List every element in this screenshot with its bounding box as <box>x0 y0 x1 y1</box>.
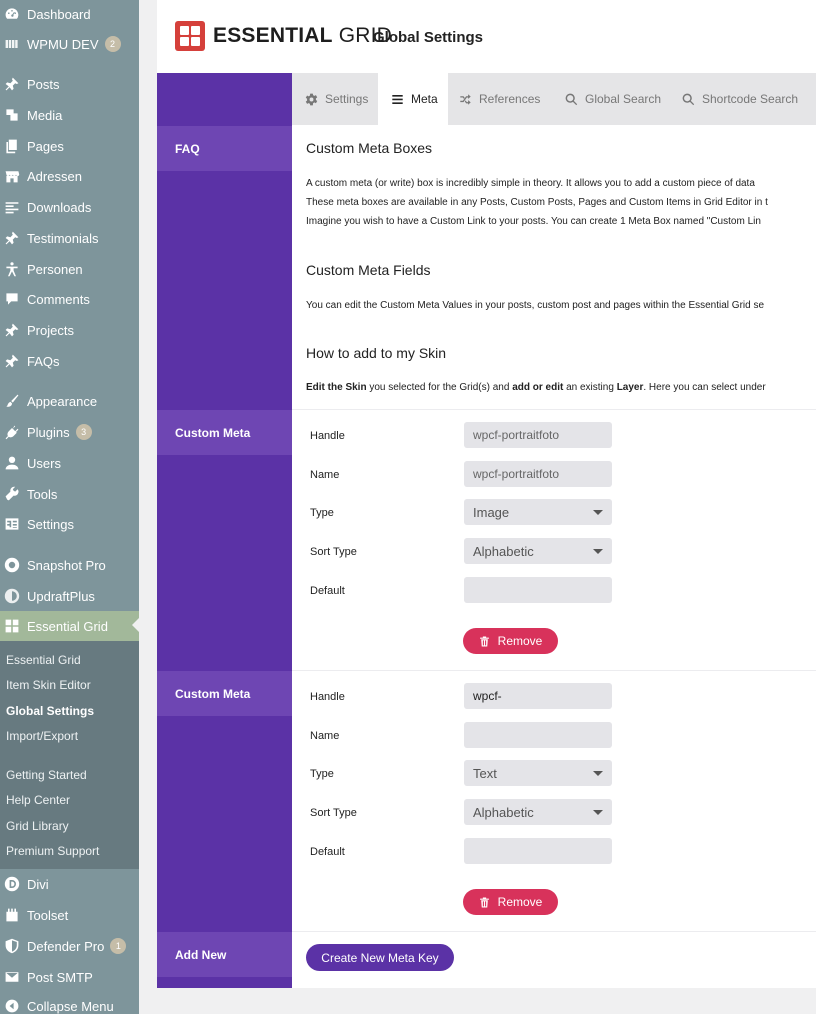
menu-item-label: Posts <box>27 76 60 92</box>
remove-button[interactable]: Remove <box>463 889 558 915</box>
store-icon <box>3 167 21 185</box>
plugin-icon <box>3 423 21 441</box>
section-label-faq: FAQ <box>157 126 292 171</box>
default-input[interactable] <box>464 577 612 603</box>
toolset-icon <box>3 906 21 924</box>
menu-item-dashboard[interactable] <box>0 0 139 28</box>
update-badge: 3 <box>76 424 92 440</box>
faq-paragraph: A custom meta (or write) box is incredibly simple in theory. It allows you to add a custom piece of data <box>306 178 755 189</box>
submenu-item-skin-editor[interactable]: Item Skin Editor <box>6 678 91 692</box>
pin-icon <box>3 75 21 93</box>
menu-item-label: Tools <box>27 486 58 502</box>
default-input[interactable] <box>464 838 612 864</box>
type-label: Type <box>310 507 334 519</box>
menu-item-label: Defender Pro <box>27 938 105 954</box>
meta-settings-panel <box>292 125 816 988</box>
mail-icon <box>3 968 21 986</box>
section-divider <box>292 409 816 410</box>
search-icon <box>565 93 578 106</box>
menu-item-label: Users <box>27 455 61 471</box>
pin-icon <box>3 352 21 370</box>
dashboard-icon <box>3 5 21 23</box>
trash-icon <box>479 897 490 908</box>
menu-item-personen[interactable] <box>0 255 139 283</box>
menu-item-media[interactable] <box>0 101 139 129</box>
remove-button[interactable]: Remove <box>463 628 558 654</box>
handle-label: Handle <box>310 430 345 442</box>
section-label-custom-meta-2: Custom Meta <box>157 671 292 716</box>
media-icon <box>3 106 21 124</box>
menu-item-appearance[interactable] <box>0 387 139 415</box>
section-divider <box>292 670 816 671</box>
name-input[interactable] <box>464 722 612 748</box>
menu-item-label: Downloads <box>27 199 92 215</box>
tab-global-search[interactable]: Global Search <box>552 73 669 125</box>
submenu-import-export[interactable]: Import/Export <box>6 729 79 743</box>
section-divider <box>292 931 816 932</box>
menu-item-wpmu-dev[interactable] <box>0 30 139 58</box>
comment-icon <box>3 290 21 308</box>
wrench-icon <box>3 485 21 503</box>
default-label: Default <box>310 846 345 858</box>
snapshot-icon <box>3 556 21 574</box>
list-icon <box>3 198 21 216</box>
menu-item-users[interactable] <box>0 449 139 477</box>
search-icon <box>682 93 695 106</box>
collapse-icon <box>3 997 21 1014</box>
person-icon <box>3 260 21 278</box>
menu-item-label: Dashboard <box>27 6 91 22</box>
handle-label: Handle <box>310 691 345 703</box>
menu-item-projects[interactable] <box>0 316 139 344</box>
menu-item-defender-pro[interactable] <box>0 932 139 960</box>
submenu-getting-started[interactable]: Getting Started <box>6 768 87 782</box>
menu-item-toolset[interactable] <box>0 901 139 929</box>
menu-item-label: Adressen <box>27 168 82 184</box>
menu-item-label: FAQs <box>27 353 60 369</box>
menu-item-label: Personen <box>27 261 83 277</box>
update-badge: 2 <box>105 36 121 52</box>
name-label: Name <box>310 469 340 481</box>
pages-icon <box>3 137 21 155</box>
menu-item-pages[interactable] <box>0 132 139 160</box>
type-label: Type <box>310 768 334 780</box>
faq-paragraph: You can edit the Custom Meta Values in your posts, custom post and pages within the Essential Grid se <box>306 300 765 311</box>
shield-icon <box>3 937 21 955</box>
tab-references[interactable]: References <box>448 73 552 125</box>
handle-input[interactable]: wpcf-portraitfoto <box>464 422 612 448</box>
brush-icon <box>3 392 21 410</box>
faq-heading-meta-boxes: Custom Meta Boxes <box>306 140 433 156</box>
menu-item-label: UpdraftPlus <box>27 588 95 604</box>
section-label-custom-meta-1: Custom Meta <box>157 410 292 455</box>
type-select[interactable]: Text <box>464 760 612 786</box>
wpmu-dev-icon <box>3 35 21 53</box>
menu-item-comments[interactable] <box>0 285 139 313</box>
faq-paragraph: Edit the Skin you selected for the Grid(s) and add or edit an existing Layer. Here you can select under <box>306 382 766 393</box>
menu-item-faqs[interactable] <box>0 347 139 375</box>
trash-icon <box>479 636 490 647</box>
menu-item-post-smtp[interactable] <box>0 963 139 991</box>
menu-item-label: Toolset <box>27 907 69 923</box>
essential-grid-logo-icon <box>175 21 205 51</box>
sort-type-label: Sort Type <box>310 546 357 558</box>
faq-heading-meta-fields: Custom Meta Fields <box>306 262 431 278</box>
menu-item-label: Appearance <box>27 393 98 409</box>
create-new-meta-key-button[interactable]: Create New Meta Key <box>306 944 454 971</box>
menu-item-posts[interactable] <box>0 70 139 98</box>
settings-icon <box>3 515 21 533</box>
updraft-icon <box>3 587 21 605</box>
menu-item-label: Testimonials <box>27 230 99 246</box>
submenu-essential-grid[interactable]: Essential Grid <box>6 653 81 667</box>
chevron-down-icon <box>593 771 603 776</box>
tab-shortcode-search[interactable]: Shortcode Search <box>669 73 816 125</box>
settings-tabs <box>157 73 816 125</box>
menu-item-collapse-menu[interactable] <box>0 992 139 1014</box>
sort-type-select[interactable]: Alphabetic <box>464 799 612 825</box>
user-icon <box>3 454 21 472</box>
submenu-premium-support[interactable]: Premium Support <box>6 844 100 858</box>
page-title: Global Settings <box>373 29 484 46</box>
menu-item-plugins[interactable] <box>0 418 139 446</box>
menu-icon <box>391 93 404 106</box>
admin-sidebar <box>0 0 139 1014</box>
tab-meta[interactable]: Meta <box>378 73 448 125</box>
menu-item-settings[interactable] <box>0 510 139 538</box>
menu-item-label: Pages <box>27 138 64 154</box>
submenu-global-settings[interactable]: Global Settings <box>6 704 95 718</box>
menu-item-label: Projects <box>27 322 74 338</box>
tab-settings[interactable]: Settings <box>292 73 378 125</box>
menu-item-label: Settings <box>27 516 74 532</box>
sort-type-select[interactable]: Alphabetic <box>464 538 612 564</box>
menu-item-adressen[interactable] <box>0 162 139 190</box>
grid-icon <box>3 617 21 635</box>
chevron-down-icon <box>593 549 603 554</box>
section-label-add-new: Add New <box>157 932 292 977</box>
section-label-column <box>157 125 292 988</box>
menu-item-label: Comments <box>27 291 90 307</box>
pin-icon <box>3 229 21 247</box>
menu-item-label: Collapse Menu <box>27 998 114 1014</box>
essential-grid-logo: ESSENTIAL GRID <box>213 24 392 47</box>
menu-item-essential-grid[interactable] <box>0 611 139 641</box>
submenu-grid-library[interactable]: Grid Library <box>6 819 69 833</box>
menu-item-updraftplus[interactable] <box>0 582 139 610</box>
menu-item-snapshot-pro[interactable] <box>0 551 139 579</box>
menu-item-label: Post SMTP <box>27 969 93 985</box>
plugin-header <box>157 0 816 73</box>
menu-item-label: Plugins <box>27 424 70 440</box>
menu-item-label: Essential Grid <box>27 618 108 634</box>
type-select[interactable]: Image <box>464 499 612 525</box>
chevron-down-icon <box>593 510 603 515</box>
menu-item-testimonials[interactable] <box>0 224 139 252</box>
update-badge: 1 <box>110 938 126 954</box>
tabbar-spacer <box>157 73 292 125</box>
faq-paragraph: These meta boxes are available in any Posts, Custom Posts, Pages and Custom Items in Grid Editor in t <box>306 197 768 208</box>
shuffle-icon <box>459 93 472 106</box>
menu-item-divi[interactable] <box>0 870 139 898</box>
faq-paragraph: Imagine you wish to have a Custom Link to your posts. You can create 1 Meta Box named "Custom Lin <box>306 216 761 227</box>
gear-icon <box>305 93 318 106</box>
submenu-help-center[interactable]: Help Center <box>6 793 71 807</box>
chevron-down-icon <box>593 810 603 815</box>
menu-item-label: Snapshot Pro <box>27 557 106 573</box>
default-label: Default <box>310 585 345 597</box>
essential-grid-submenu <box>0 641 139 869</box>
divi-icon <box>3 875 21 893</box>
menu-item-tools[interactable] <box>0 480 139 508</box>
menu-item-downloads[interactable] <box>0 193 139 221</box>
menu-item-label: Divi <box>27 876 49 892</box>
menu-item-label: Media <box>27 107 63 123</box>
name-input[interactable]: wpcf-portraitfoto <box>464 461 612 487</box>
sort-type-label: Sort Type <box>310 807 357 819</box>
handle-input[interactable]: wpcf- <box>464 683 612 709</box>
pin-icon <box>3 321 21 339</box>
menu-item-label: WPMU DEV <box>27 36 99 52</box>
name-label: Name <box>310 730 340 742</box>
faq-heading-add-to-skin: How to add to my Skin <box>306 345 447 361</box>
